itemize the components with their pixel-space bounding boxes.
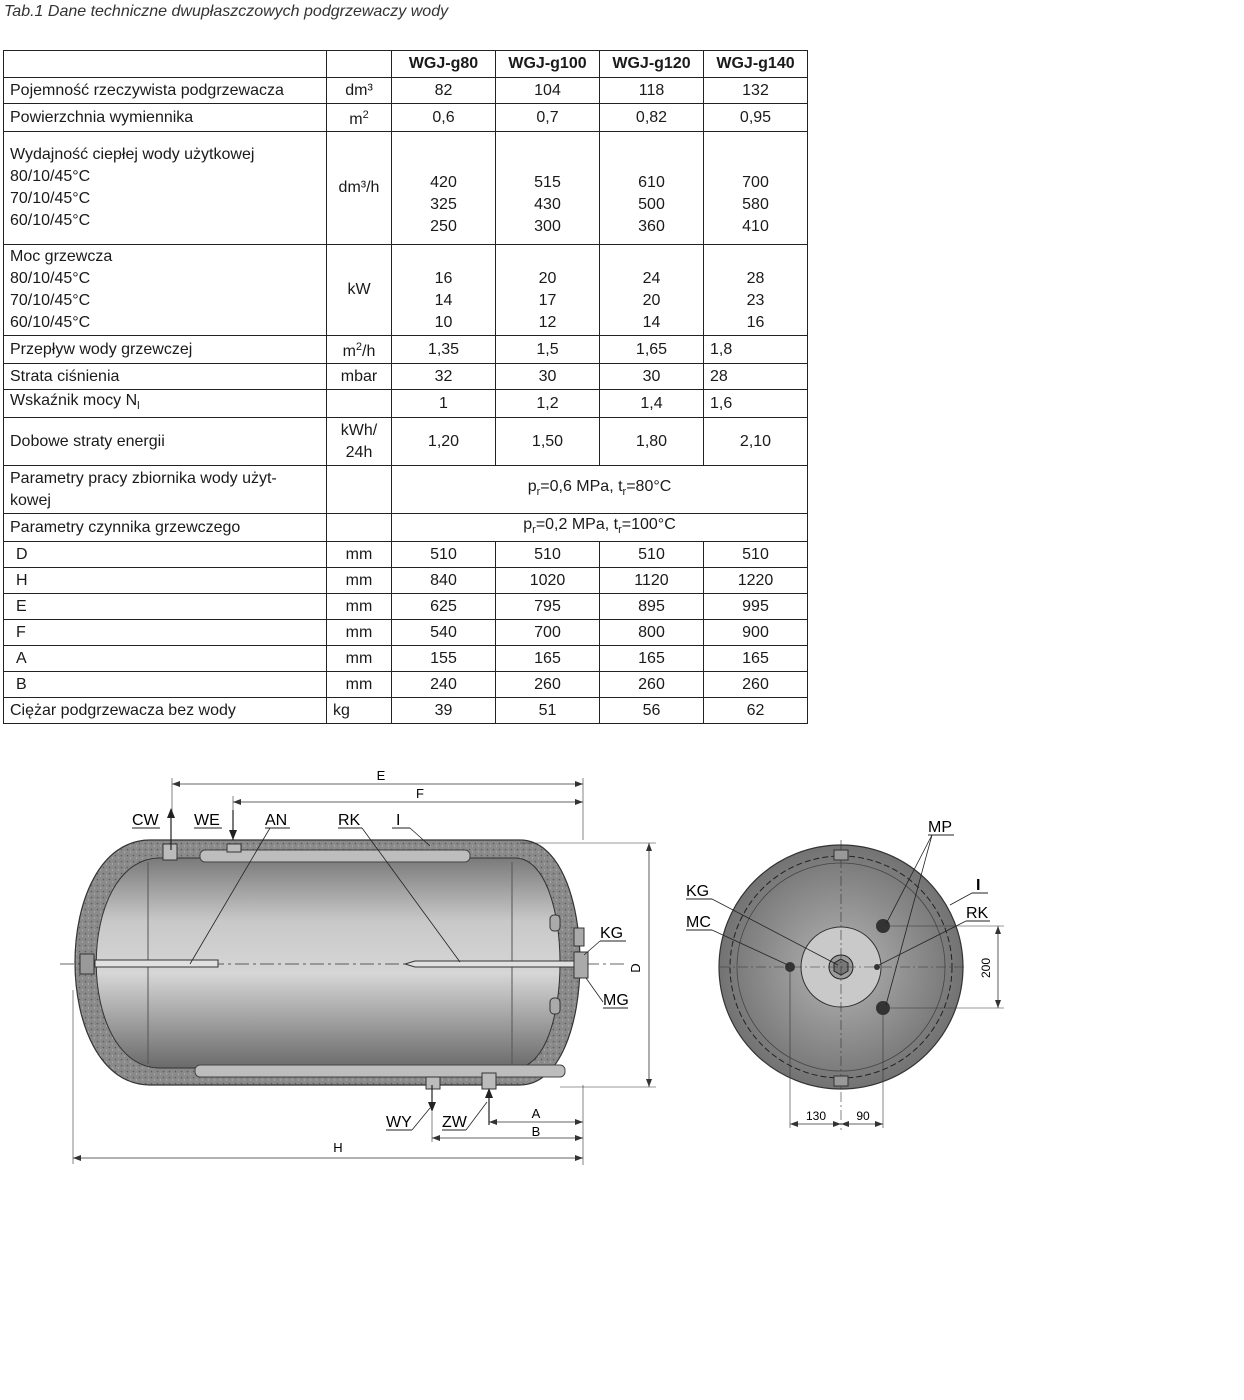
technical-data-table <box>3 50 808 724</box>
table-caption: Tab.1 Dane techniczne dwupłaszczowych podgrzewaczy wody <box>4 3 449 20</box>
dim-label-e: E <box>376 768 386 783</box>
label-kg-end: KG <box>686 883 710 900</box>
dim-label-b: B <box>531 1124 541 1139</box>
arrow-icon <box>833 1121 841 1127</box>
row-unit <box>327 418 392 466</box>
label-line: Parametry pracy zbiornika wody użyt- <box>10 469 277 487</box>
wy-stub <box>426 1077 440 1089</box>
arrow-icon <box>575 1135 583 1141</box>
row-label <box>4 245 327 336</box>
cell-value: 30 <box>496 364 600 390</box>
row-label <box>4 132 327 245</box>
unit-base: m <box>342 343 356 360</box>
value-line: 700 <box>742 174 769 191</box>
label-line: Wydajność ciepłej wody użytkowej <box>10 146 255 163</box>
dim-label-130: 130 <box>805 1109 827 1123</box>
unit-line: 24h <box>345 443 373 461</box>
cell-value: 1,80 <box>600 418 704 466</box>
table-row <box>4 672 808 698</box>
table-row <box>4 78 808 104</box>
technical-drawings <box>0 740 1244 1180</box>
row-unit: mm <box>327 594 392 620</box>
label-rk-end: RK <box>966 905 989 922</box>
arrow-icon <box>432 1135 440 1141</box>
leader-line <box>586 978 603 1002</box>
unit-base: m <box>349 111 363 128</box>
cell-value <box>392 132 496 245</box>
cell-value: 840 <box>392 568 496 594</box>
cell-value <box>600 132 704 245</box>
value-line: 610 <box>638 174 665 191</box>
value-line: 410 <box>742 218 769 235</box>
cell-value: 0,6 <box>392 104 496 132</box>
label-line: 80/10/45°C <box>10 270 91 287</box>
cell-value: 240 <box>392 672 496 698</box>
value-line: 24 <box>642 270 661 287</box>
label-an: AN <box>265 812 288 829</box>
row-unit: mm <box>327 672 392 698</box>
cell-value <box>704 132 808 245</box>
cell-value: 0,82 <box>600 104 704 132</box>
row-unit: mbar <box>327 364 392 390</box>
cell-value: 1,6 <box>704 390 808 418</box>
cell-value: 510 <box>600 542 704 568</box>
cell-value: 1,65 <box>600 336 704 364</box>
side-port <box>550 915 560 931</box>
label-line: kowej <box>10 491 51 509</box>
table-row <box>4 594 808 620</box>
cell-value: 995 <box>704 594 808 620</box>
row-unit <box>327 466 392 514</box>
jacket-bottom <box>195 1065 565 1077</box>
value-line: 14 <box>642 314 661 331</box>
arrow-icon <box>575 799 583 805</box>
table-row <box>4 646 808 672</box>
cw-stub <box>163 844 177 860</box>
row-unit <box>327 390 392 418</box>
cell-value: 0,7 <box>496 104 600 132</box>
merged-value-cell <box>392 466 808 514</box>
label-line: 70/10/45°C <box>10 292 91 309</box>
cell-value: 700 <box>496 620 600 646</box>
value-line: 515 <box>534 174 561 191</box>
label-line: 80/10/45°C <box>10 168 91 185</box>
cell-value: 800 <box>600 620 704 646</box>
top-lug <box>834 850 848 860</box>
cell-value: 118 <box>600 78 704 104</box>
row-unit: dm³/h <box>327 132 392 245</box>
cell-value: 104 <box>496 78 600 104</box>
arrow-icon <box>575 1119 583 1125</box>
table-row <box>4 245 808 336</box>
leader-line <box>584 941 600 955</box>
bottom-lug <box>834 1076 848 1086</box>
side-view <box>60 768 656 1165</box>
header-label-cell <box>4 51 327 78</box>
value-part: =0,6 MPa, t <box>540 478 623 495</box>
value-part: =0,2 MPa, t <box>535 516 619 533</box>
label-wy: WY <box>386 1114 412 1131</box>
cell-value: 165 <box>704 646 808 672</box>
row-label: Powierzchnia wymiennika <box>4 104 327 132</box>
cell-value <box>704 245 808 336</box>
cell-value: 51 <box>496 698 600 724</box>
row-label: H <box>4 568 327 594</box>
label-line: Moc grzewcza <box>10 248 113 265</box>
cell-value <box>496 245 600 336</box>
cell-value: 132 <box>704 78 808 104</box>
value-line: 23 <box>746 292 765 309</box>
value-line: 10 <box>434 314 453 331</box>
cell-value: 165 <box>496 646 600 672</box>
label-i: I <box>396 812 401 829</box>
header-wgj-g80: WGJ-g80 <box>392 51 496 78</box>
value-line: 14 <box>434 292 453 309</box>
label-cw: CW <box>132 812 159 829</box>
zw-stub <box>482 1073 496 1089</box>
table-row <box>4 620 808 646</box>
row-label: Pojemność rzeczywista podgrzewacza <box>4 78 327 104</box>
arrow-icon <box>995 1000 1001 1008</box>
cell-value: 260 <box>496 672 600 698</box>
row-unit: mm <box>327 568 392 594</box>
value-line: 300 <box>534 218 561 235</box>
label-zw: ZW <box>442 1114 467 1131</box>
arrow-icon <box>172 781 180 787</box>
value-line: 17 <box>538 292 557 309</box>
cell-value: 155 <box>392 646 496 672</box>
leader-line <box>950 893 972 905</box>
header-unit-cell <box>327 51 392 78</box>
table-row <box>4 390 808 418</box>
cell-value: 1020 <box>496 568 600 594</box>
value-subscript: r <box>536 486 541 498</box>
cell-value: 900 <box>704 620 808 646</box>
value-part: p <box>527 478 537 495</box>
cell-value: 510 <box>392 542 496 568</box>
row-label: Parametry czynnika grzewczego <box>4 514 327 542</box>
cell-value <box>496 132 600 245</box>
arrow-icon <box>489 1119 497 1125</box>
cell-value: 795 <box>496 594 600 620</box>
arrow-icon <box>995 926 1001 934</box>
leader-line <box>466 1102 487 1130</box>
arrow-icon <box>646 843 652 851</box>
cell-value: 30 <box>600 364 704 390</box>
label-line: 60/10/45°C <box>10 314 91 331</box>
header-wgj-g100: WGJ-g100 <box>496 51 600 78</box>
table-row <box>4 418 808 466</box>
table-row <box>4 542 808 568</box>
cell-value <box>392 245 496 336</box>
table-row <box>4 568 808 594</box>
dim-label-a: A <box>531 1106 541 1121</box>
cell-value: 540 <box>392 620 496 646</box>
arrow-icon <box>841 1121 849 1127</box>
cell-value: 1120 <box>600 568 704 594</box>
cell-value: 895 <box>600 594 704 620</box>
cell-value: 1,35 <box>392 336 496 364</box>
cell-value: 1,20 <box>392 418 496 466</box>
table-row <box>4 514 808 542</box>
label-kg: KG <box>600 925 624 942</box>
label-mg: MG <box>603 992 629 1009</box>
value-line: 500 <box>638 196 665 213</box>
label-subscript: l <box>137 400 140 412</box>
anode-rod <box>95 960 218 967</box>
cell-value: 2,10 <box>704 418 808 466</box>
value-line: 20 <box>642 292 661 309</box>
header-wgj-g120: WGJ-g120 <box>600 51 704 78</box>
arrow-icon <box>875 1121 883 1127</box>
arrow-icon <box>646 1079 652 1087</box>
cell-value: 0,95 <box>704 104 808 132</box>
value-subscript: r <box>618 524 622 536</box>
cell-value: 1,8 <box>704 336 808 364</box>
table-row <box>4 466 808 514</box>
row-unit <box>327 336 392 364</box>
value-line: 28 <box>746 270 765 287</box>
cell-value: 260 <box>600 672 704 698</box>
arrow-icon <box>73 1155 81 1161</box>
end-view <box>686 819 1004 1130</box>
dim-label-90: 90 <box>856 1109 870 1123</box>
cell-value: 56 <box>600 698 704 724</box>
row-label <box>4 466 327 514</box>
row-label: B <box>4 672 327 698</box>
cell-value: 39 <box>392 698 496 724</box>
row-label <box>4 390 327 418</box>
row-unit: kW <box>327 245 392 336</box>
row-unit: dm³ <box>327 78 392 104</box>
label-base: Wskaźnik mocy N <box>10 392 138 409</box>
row-unit <box>327 514 392 542</box>
row-label: E <box>4 594 327 620</box>
row-label: Przepływ wody grzewczej <box>4 336 327 364</box>
row-unit: mm <box>327 620 392 646</box>
value-subscript: r <box>532 524 536 536</box>
arrow-down-icon <box>428 1102 436 1112</box>
row-unit: mm <box>327 542 392 568</box>
arrow-icon <box>575 781 583 787</box>
cell-value <box>600 245 704 336</box>
row-label: Strata ciśnienia <box>4 364 327 390</box>
row-label: Dobowe straty energii <box>4 418 327 466</box>
sensor-tube <box>405 961 578 967</box>
cell-value: 1 <box>392 390 496 418</box>
value-subscript: r <box>622 486 627 498</box>
right-fitting <box>574 952 588 978</box>
cell-value: 28 <box>704 364 808 390</box>
arrow-icon <box>575 1155 583 1161</box>
label-rk: RK <box>338 812 361 829</box>
we-stub <box>227 844 241 852</box>
side-port <box>550 998 560 1014</box>
value-line: 420 <box>430 174 457 191</box>
port-mc <box>785 962 795 972</box>
value-line: 16 <box>746 314 765 331</box>
value-line: 430 <box>534 196 561 213</box>
value-part: =100°C <box>621 516 676 533</box>
cell-value: 1,5 <box>496 336 600 364</box>
dim-label-f: F <box>416 786 424 801</box>
table-row <box>4 336 808 364</box>
cell-value: 1220 <box>704 568 808 594</box>
value-line: 580 <box>742 196 769 213</box>
header-wgj-g140: WGJ-g140 <box>704 51 808 78</box>
arrow-icon <box>233 799 241 805</box>
dim-label-h: H <box>333 1140 343 1155</box>
arrow-up-icon <box>167 808 175 818</box>
row-unit <box>327 104 392 132</box>
label-we: WE <box>194 812 220 829</box>
label-i-end: I <box>976 877 981 894</box>
cell-value: 1,4 <box>600 390 704 418</box>
unit-tail: /h <box>362 343 376 360</box>
table-row <box>4 698 808 724</box>
merged-value-cell <box>392 514 808 542</box>
arrow-icon <box>790 1121 798 1127</box>
cell-value: 625 <box>392 594 496 620</box>
table-header-row <box>4 51 808 78</box>
label-mc: MC <box>686 914 711 931</box>
leader-line <box>412 1108 430 1130</box>
value-line: 12 <box>538 314 557 331</box>
value-line: 360 <box>638 218 665 235</box>
cell-value: 32 <box>392 364 496 390</box>
table-row <box>4 132 808 245</box>
dim-label-200: 200 <box>979 957 993 979</box>
row-unit: kg <box>327 698 392 724</box>
table-row <box>4 364 808 390</box>
cell-value: 1,50 <box>496 418 600 466</box>
row-label: Ciężar podgrzewacza bez wody <box>4 698 327 724</box>
cell-value: 510 <box>704 542 808 568</box>
label-mp: MP <box>928 819 952 836</box>
value-line: 16 <box>434 270 453 287</box>
cell-value: 82 <box>392 78 496 104</box>
dim-label-d: D <box>628 963 643 973</box>
unit-superscript: 2 <box>355 341 363 353</box>
row-label: A <box>4 646 327 672</box>
cell-value: 165 <box>600 646 704 672</box>
left-fitting <box>80 954 94 974</box>
unit-superscript: 2 <box>362 109 369 121</box>
row-unit: mm <box>327 646 392 672</box>
value-part: p <box>523 516 533 533</box>
kg-port <box>574 928 584 946</box>
value-line: 250 <box>430 218 457 235</box>
unit-line: kWh/ <box>340 421 378 439</box>
value-part: =80°C <box>626 478 672 495</box>
cell-value: 510 <box>496 542 600 568</box>
cell-value: 260 <box>704 672 808 698</box>
cell-value: 62 <box>704 698 808 724</box>
port-mp-lower <box>876 1001 890 1015</box>
arrow-down-icon <box>229 830 237 840</box>
row-label: D <box>4 542 327 568</box>
label-line: 60/10/45°C <box>10 212 91 229</box>
value-line: 325 <box>430 196 457 213</box>
value-line: 20 <box>538 270 557 287</box>
row-label: F <box>4 620 327 646</box>
cell-value: 1,2 <box>496 390 600 418</box>
table-row <box>4 104 808 132</box>
label-line: 70/10/45°C <box>10 190 91 207</box>
